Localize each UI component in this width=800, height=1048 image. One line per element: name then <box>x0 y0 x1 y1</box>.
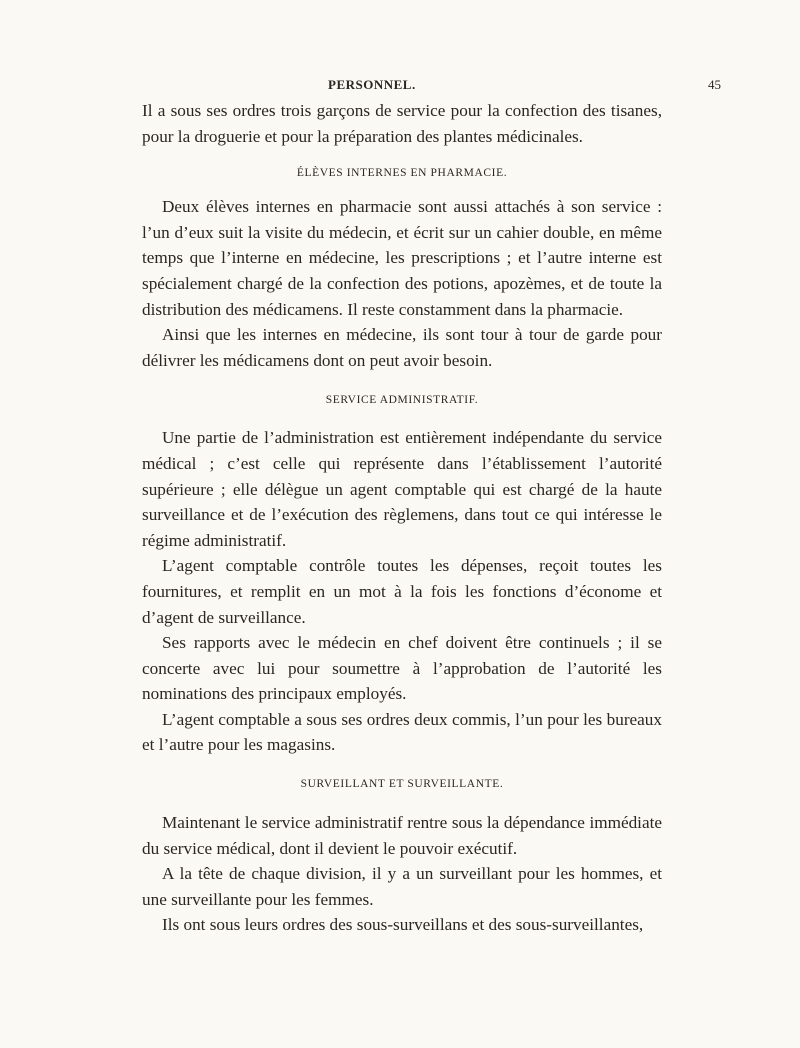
section-heading-surveillant: SURVEILLANT ET SURVEILLANTE. <box>300 778 504 791</box>
paragraph-service-1: Une partie de l’administration est entièrement indépendante du service médical ; c’est celle qui représente dans l’établissement l’autorité supérieure ; elle délègue un agent comptable qui est chargé de la haute surveillance et de l’exécution des règlemens, dans tout ce qui intéresse le régime administratif. <box>142 428 662 550</box>
page-number: 45 <box>708 77 721 92</box>
body-text <box>142 98 662 938</box>
paragraph-service-4: L’agent comptable a sous ses ordres deux commis, l’un pour les bureaux et l’autre pour les magasins. <box>142 709 662 755</box>
paragraph-service-3: Ses rapports avec le médecin en chef doivent être continuels ; il se concerte avec lui pour soumettre à l’approbation de l’autorité les nominations des principaux employés. <box>142 633 662 704</box>
paragraph-surv-3: Ils ont sous leurs ordres des sous-surveillans et des sous-surveillantes, <box>162 915 644 935</box>
paragraph-eleves-1: Deux élèves internes en pharmacie sont aussi attachés à son service : l’un d’eux suit la visite du médecin, et écrit sur un cahier double, en même temps que l’interne en médecine, les prescriptions ; et l’autre interne est spécialement chargé de la confection des potions, apozèmes, et de toute la distribution des médicamens. Il reste constamment dans la pharmacie. <box>142 197 662 319</box>
paragraph-intro: Il a sous ses ordres trois garçons de service pour la confection des tisanes, pour la droguerie et pour la préparation des plantes médicinales. <box>142 101 662 146</box>
paragraph-eleves-2: Ainsi que les internes en médecine, ils sont tour à tour de garde pour délivrer les médicamens dont on peut avoir besoin. <box>142 325 662 370</box>
paragraph-surv-2: A la tête de chaque division, il y a un surveillant pour les hommes, et une surveillante pour les femmes. <box>142 864 662 909</box>
running-head-title: PERSONNEL. <box>328 77 416 92</box>
running-head <box>0 77 800 97</box>
section-heading-service: SERVICE ADMINISTRATIF. <box>325 394 479 407</box>
section-heading-eleves: ÉLÈVES INTERNES EN PHARMACIE. <box>296 167 508 180</box>
paragraph-service-2: L’agent comptable contrôle toutes les dépenses, reçoit toutes les fournitures, et remplit en un mot à la fois les fonctions d’économe et d’agent de surveillance. <box>142 556 662 627</box>
paragraph-surv-1: Maintenant le service administratif rentre sous la dépendance immédiate du service médical, dont il devient le pouvoir exécutif. <box>142 813 662 858</box>
